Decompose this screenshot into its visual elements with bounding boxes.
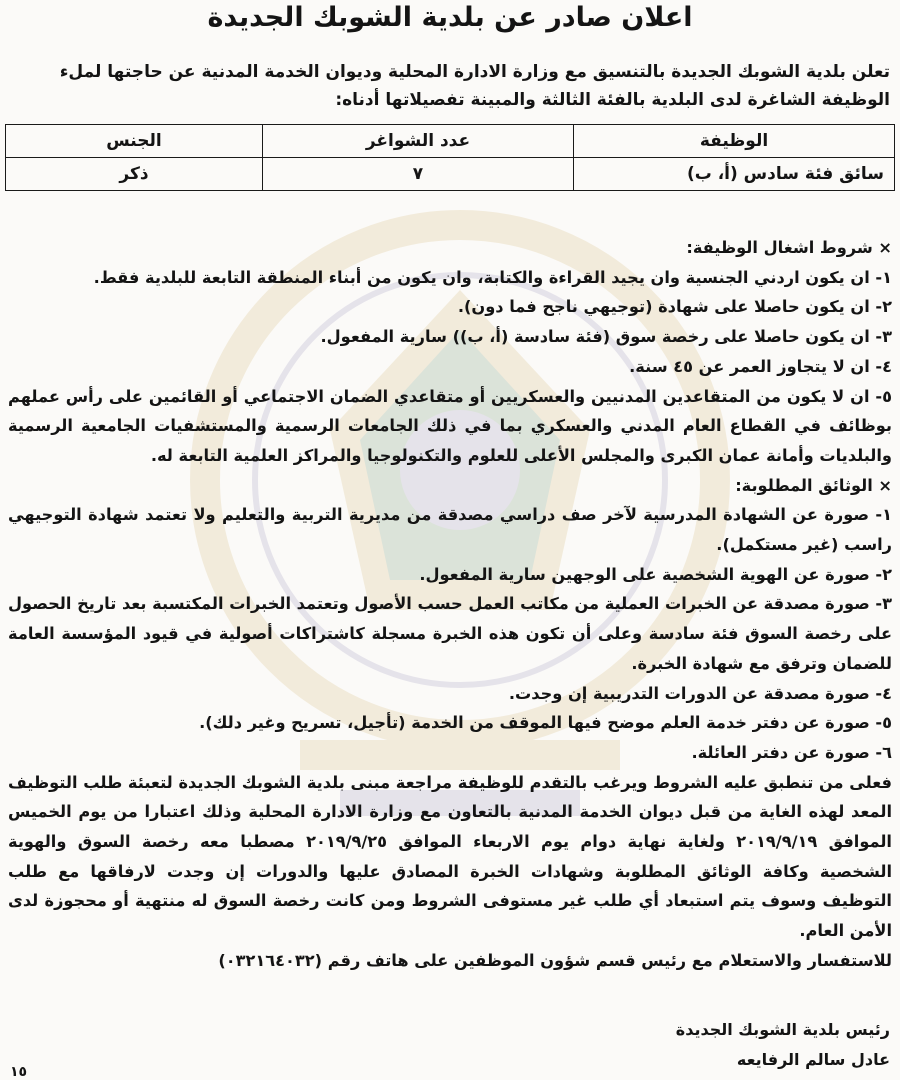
announcement-body bbox=[8, 233, 892, 976]
header-vacancies: عدد الشواغر bbox=[263, 125, 574, 158]
document-item: ٥- صورة عن دفتر خدمة العلم موضح فيها الموقف من الخدمة (تأجيل، تسريح وغير دلك). bbox=[199, 713, 892, 733]
header-gender: الجنس bbox=[6, 125, 263, 158]
document-item: ١- صورة عن الشهادة المدرسية لآخر صف دراسي مصدقة من مديرية التربية والتعليم ولا تعتمد شهادة التوجيهي راسب (غير مستكمل). bbox=[8, 505, 892, 555]
conditions-heading: × شروط اشغال الوظيفة: bbox=[686, 238, 892, 257]
announcement-title: اعلان صادر عن بلدية الشوبك الجديدة bbox=[207, 2, 693, 33]
condition-item: ١- ان يكون اردني الجنسية وان يجيد القراءة والكتابة، وان يكون من أبناء المنطقة التابعة للبلدية فقط. bbox=[93, 267, 892, 287]
condition-item: ٢- ان يكون حاصلا على شهادة (توجيهي ناجح فما دون). bbox=[457, 297, 892, 317]
vacancy-table bbox=[5, 124, 895, 191]
inquiry-line: للاستفسار والاستعلام مع رئيس قسم شؤون الموظفين على هاتف رقم (٠٣٢١٦٤٠٣٢) bbox=[218, 950, 892, 970]
cell-vacancies: ٧ bbox=[263, 158, 574, 191]
cell-gender: ذكر bbox=[6, 158, 263, 191]
document-item: ٦- صورة عن دفتر العائلة. bbox=[691, 742, 892, 762]
closing-paragraph: فعلى من تنطبق عليه الشروط ويرغب بالتقدم للوظيفة مراجعة مبنى بلدية الشوبك الجديدة لتعبئة طلب التوظيف المعد لهذه الغاية من قبل ديوان الخدمة المدنية بالتعاون مع وزارة الادارة المحلية وذلك اعتبارا من يوم الخميس الموافق ٢٠١٩/٩/١٩ ولغاية نهاية دوام يوم الاربعاء الموافق ٢٠١٩/٩/٢٥ مصطبا معه رخصة السوق والهوية الشخصية وكافة الوثائق المطلوبة وشهادات الخبرة المصادق عليها والدورات إن وجدت لارفاقها مع طلب التوظيف وسوف يتم استبعاد أي طلب غير مستوفى الشروط ومن كانت رخصة السوق له منتهية أو محجوزة لدى الأمن العام. bbox=[8, 772, 892, 941]
document-item: ٢- صورة عن الهوية الشخصية على الوجهين سارية المفعول. bbox=[419, 564, 892, 584]
documents-heading: × الوثائق المطلوبة: bbox=[735, 475, 892, 495]
corner-mark: ١٥ bbox=[10, 1064, 28, 1080]
signature-title: رئيس بلدية الشوبك الجديدة bbox=[675, 1020, 890, 1039]
condition-item: ٤- ان لا يتجاوز العمر عن ٤٥ سنة. bbox=[629, 356, 892, 376]
intro-paragraph: تعلن بلدية الشوبك الجديدة بالتنسيق مع وزارة الادارة المحلية وديوان الخدمة المدنية عن حاجتها لملء الوظيفة الشاغرة لدى البلدية بالفئة الثالثة والمبينة تفصيلاتها أدناه: bbox=[59, 62, 890, 110]
table-header-row bbox=[6, 125, 895, 158]
table-row bbox=[6, 158, 895, 191]
condition-item: ٥- ان لا يكون من المتقاعدين المدنيين والعسكريين أو متقاعدي الضمان الاجتماعي أو القائمين على رأس عملهم بوظائف في القطاع العام المدني والعسكري بما في ذلك الجامعات الرسمية والمستشفيات الجامعية الرسمية والبلديات وأمانة عمان الكبرى والمجلس الأعلى للعلوم والتكنولوجيا والمراكز العلمية التابعة له. bbox=[8, 386, 892, 465]
signature-name: عادل سالم الرفايعه bbox=[736, 1050, 890, 1069]
document-item: ٣- صورة مصدقة عن الخبرات العملية من مكاتب العمل حسب الأصول وتعتمد الخبرات المكتسبة بعد تاريخ الحصول على رخصة السوق فئة سادسة وعلى أن تكون هذه الخبرة مسجلة كاشتراكات أصولية في قيود المؤسسة العامة للضمان وترفق مع شهادة الخبرة. bbox=[8, 594, 892, 673]
header-job: الوظيفة bbox=[574, 125, 895, 158]
document-item: ٤- صورة مصدقة عن الدورات التدريبية إن وجدت. bbox=[508, 683, 892, 703]
cell-job: سائق فئة سادس (أ، ب) bbox=[574, 158, 895, 191]
condition-item: ٣- ان يكون حاصلا على رخصة سوق (فئة سادسة (أ، ب)) سارية المفعول. bbox=[320, 327, 892, 347]
